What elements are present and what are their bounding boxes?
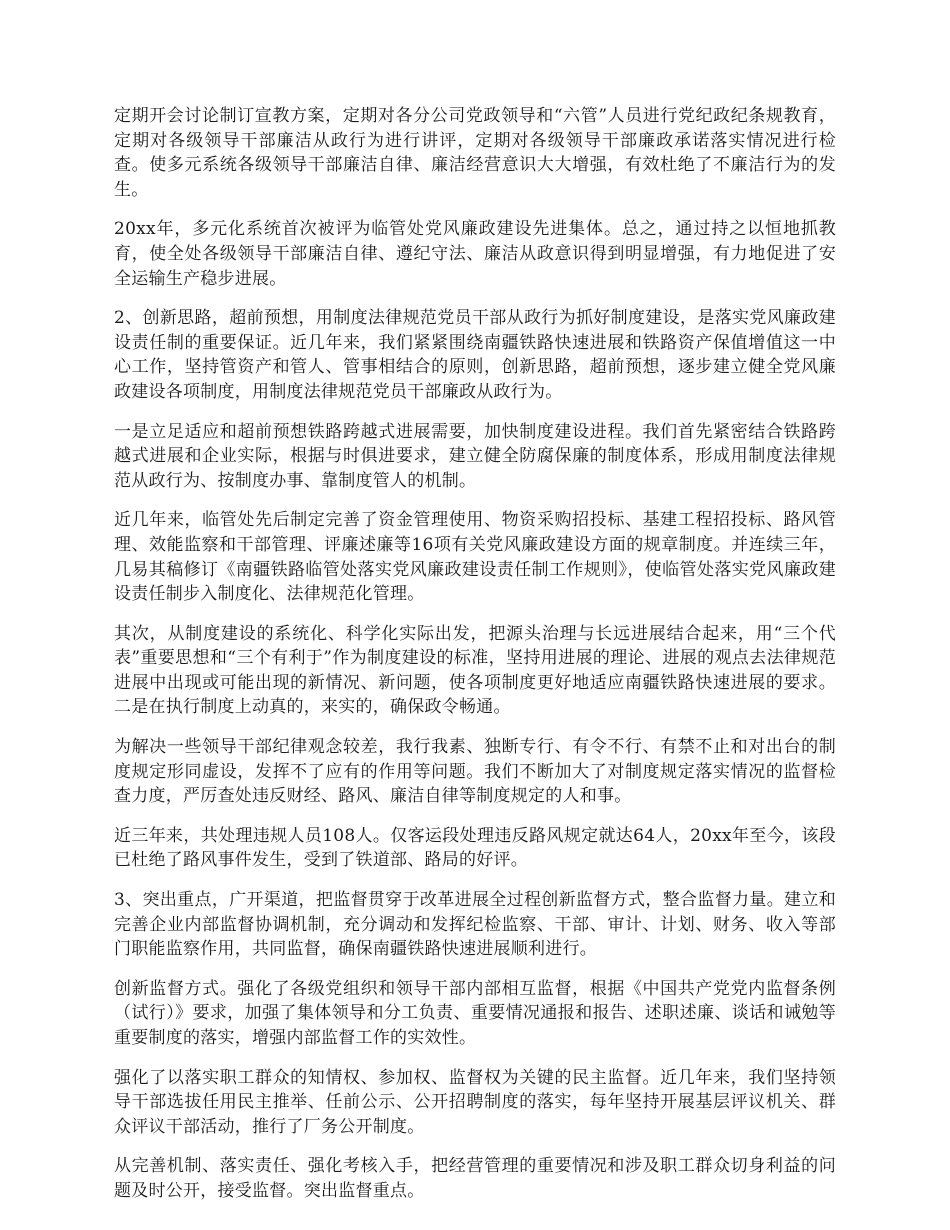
- paragraph-5: 近几年来，临管处先后制定完善了资金管理使用、物资采购招投标、基建工程招投标、路风管理、效能监察和干部管理、评廉述廉等16项有关党风廉政建设方面的规章制度。并连续三年，几易其稿修订《南疆铁路临管处落实党风廉政建设责任制工作规则》，使临管处落实党风廉政建设责任制步入制度化、法律规范化管理。: [114, 510, 836, 605]
- paragraph-7: 为解决一些领导干部纪律观念较差，我行我素、独断专行、有令不行、有禁不止和对出台的制度规定形同虚设，发挥不了应有的作用等问题。我们不断加大了对制度规定落实情况的监督检查力度，严厉查处违反财经、路风、廉洁自律等制度规定的人和事。: [114, 737, 836, 807]
- paragraph-2: 20xx年，多元化系统首次被评为临管处党风廉政建设先进集体。总之，通过持之以恒地抓教育，使全处各级领导干部廉洁自律、遵纪守法、廉洁从政意识得到明显增强，有力地促进了安全运输生产稳步进展。: [114, 219, 836, 289]
- paragraph-11: 强化了以落实职工群众的知情权、参加权、监督权为关键的民主监督。近几年来，我们坚持领导干部选拔任用民主推举、任前公示、公开招聘制度的落实，每年坚持开展基层评议机关、群众评议干部活动，推行了厂务公开制度。: [114, 1067, 836, 1137]
- document-page: [114, 104, 836, 1219]
- paragraph-9: 3、突出重点，广开渠道，把监督贯穿于改革进展全过程创新监督方式，整合监督力量。建立和完善企业内部监督协调机制，充分调动和发挥纪检监察、干部、审计、计划、财务、收入等部门职能监察作用，共同监督，确保南疆铁路快速进展顺利进行。: [114, 890, 836, 960]
- paragraph-3: 2、创新思路，超前预想，用制度法律规范党员干部从政行为抓好制度建设，是落实党风廉政建设责任制的重要保证。近几年来，我们紧紧围绕南疆铁路快速进展和铁路资产保值增值这一中心工作，坚持管资产和管人、管事相结合的原则，创新思路，超前预想，逐步建立健全党风廉政建设各项制度，用制度法律规范党员干部廉政从政行为。: [114, 308, 836, 402]
- paragraph-6: 其次，从制度建设的系统化、科学化实际出发，把源头治理与长远进展结合起来，用“三个代表”重要思想和“三个有利于”作为制度建设的标准，坚持用进展的理论、进展的观点去法律规范进展中出现或可能出现的新情况、新问题，使各项制度更好地适应南疆铁路快速进展的要求。二是在执行制度上动真的，来实的，确保政令畅通。: [114, 623, 836, 718]
- paragraph-12: 从完善机制、落实责任、强化考核入手，把经营管理的重要情况和涉及职工群众切身利益的问题及时公开，接受监督。突出监督重点。: [114, 1156, 836, 1201]
- paragraph-8: 近三年来，共处理违规人员108人。仅客运段处理违反路风规定就达64人，20xx年至今，该段已杜绝了路风事件发生，受到了铁道部、路局的好评。: [114, 825, 836, 871]
- paragraph-4: 一是立足适应和超前预想铁路跨越式进展需要，加快制度建设进程。我们首先紧密结合铁路跨越式进展和企业实际，根据与时俱进要求，建立健全防腐保廉的制度体系，形成用制度法律规范从政行为、按制度办事、靠制度管人的机制。: [114, 421, 836, 491]
- paragraph-1: 定期开会讨论制订宣教方案，定期对各分公司党政领导和“六管”人员进行党纪政纪条规教育，定期对各级领导干部廉洁从政行为进行讲评，定期对各级领导干部廉政承诺落实情况进行检查。使多元系统各级领导干部廉洁自律、廉洁经营意识大大增强，有效杜绝了不廉洁行为的发生。: [114, 106, 836, 200]
- paragraph-10: 创新监督方式。强化了各级党组织和领导干部内部相互监督，根据《中国共产党党内监督条例（试行）》要求，加强了集体领导和分工负责、重要情况通报和报告、述职述廉、谈话和诫勉等重要制度的落实，增强内部监督工作的实效性。: [114, 978, 836, 1048]
